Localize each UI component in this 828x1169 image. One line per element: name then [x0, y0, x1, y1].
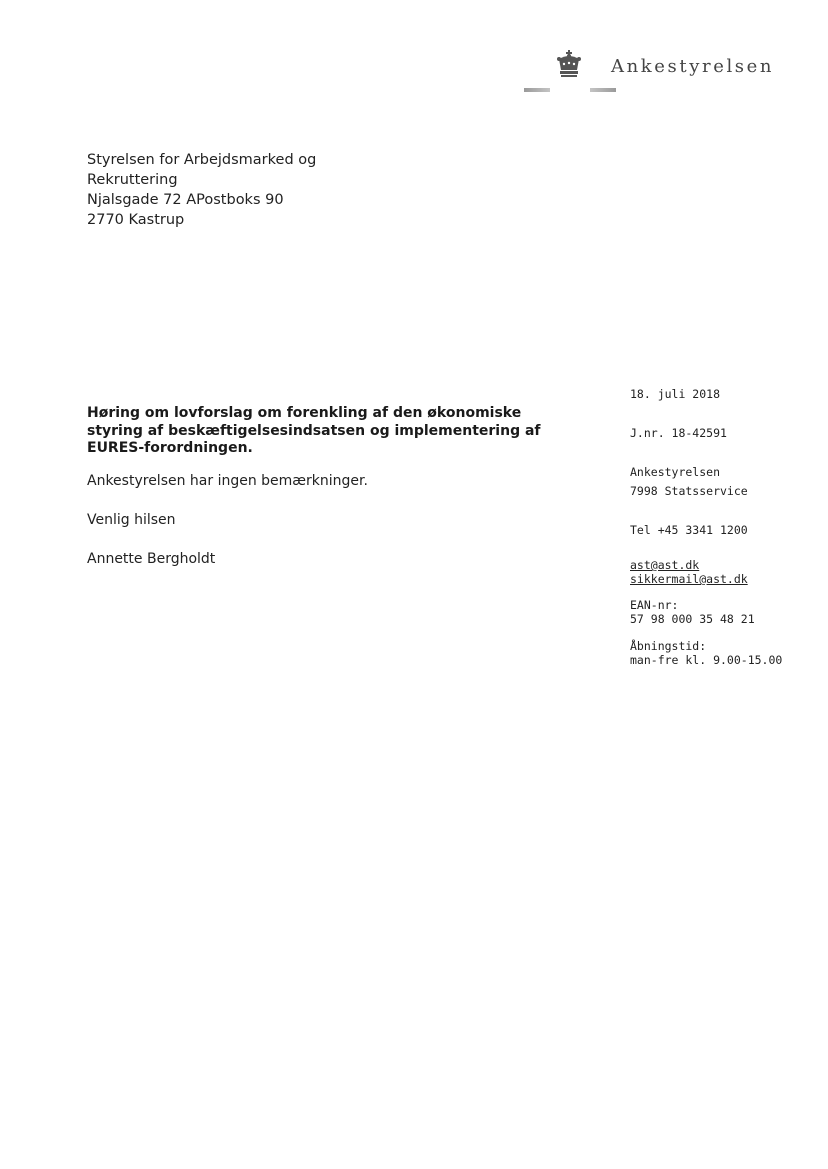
address-line: Rekruttering — [87, 172, 178, 188]
secure-email-link[interactable]: sikkermail@ast.dk — [630, 572, 748, 586]
letter-closing: Venlig hilsen — [87, 512, 176, 528]
sender-address: 7998 Statsservice — [630, 484, 748, 498]
phone-number: Tel +45 3341 1200 — [630, 523, 748, 537]
address-line: Njalsgade 72 APostboks 90 — [87, 192, 284, 208]
opening-hours-label: Åbningstid: — [630, 639, 707, 653]
address-line: Styrelsen for Arbejdsmarked og — [87, 152, 317, 168]
case-number: J.nr. 18-42591 — [630, 426, 727, 440]
address-line: 2770 Kastrup — [87, 212, 185, 228]
opening-hours-value: man-fre kl. 9.00-15.00 — [630, 653, 783, 667]
recipient-address — [87, 150, 316, 230]
logo-divider-left — [524, 88, 550, 92]
crown-icon — [556, 50, 582, 78]
ean-label: EAN-nr: — [630, 598, 679, 612]
letter-date: 18. juli 2018 — [630, 387, 721, 401]
org-logo-text: Ankestyrelsen — [611, 56, 775, 77]
letter-body: Ankestyrelsen har ingen bemærkninger. — [87, 473, 368, 489]
ean-value: 57 98 000 35 48 21 — [630, 612, 755, 626]
letter-signature: Annette Bergholdt — [87, 551, 216, 567]
logo-divider-right — [590, 88, 616, 92]
sender-name: Ankestyrelsen — [630, 465, 721, 479]
email-link[interactable]: ast@ast.dk — [630, 558, 700, 572]
letter-subject: Høring om lovforslag om forenkling af den økonomiske styring af beskæftigelsesindsatsen og implementering af EURES-forordningen. — [87, 405, 541, 456]
